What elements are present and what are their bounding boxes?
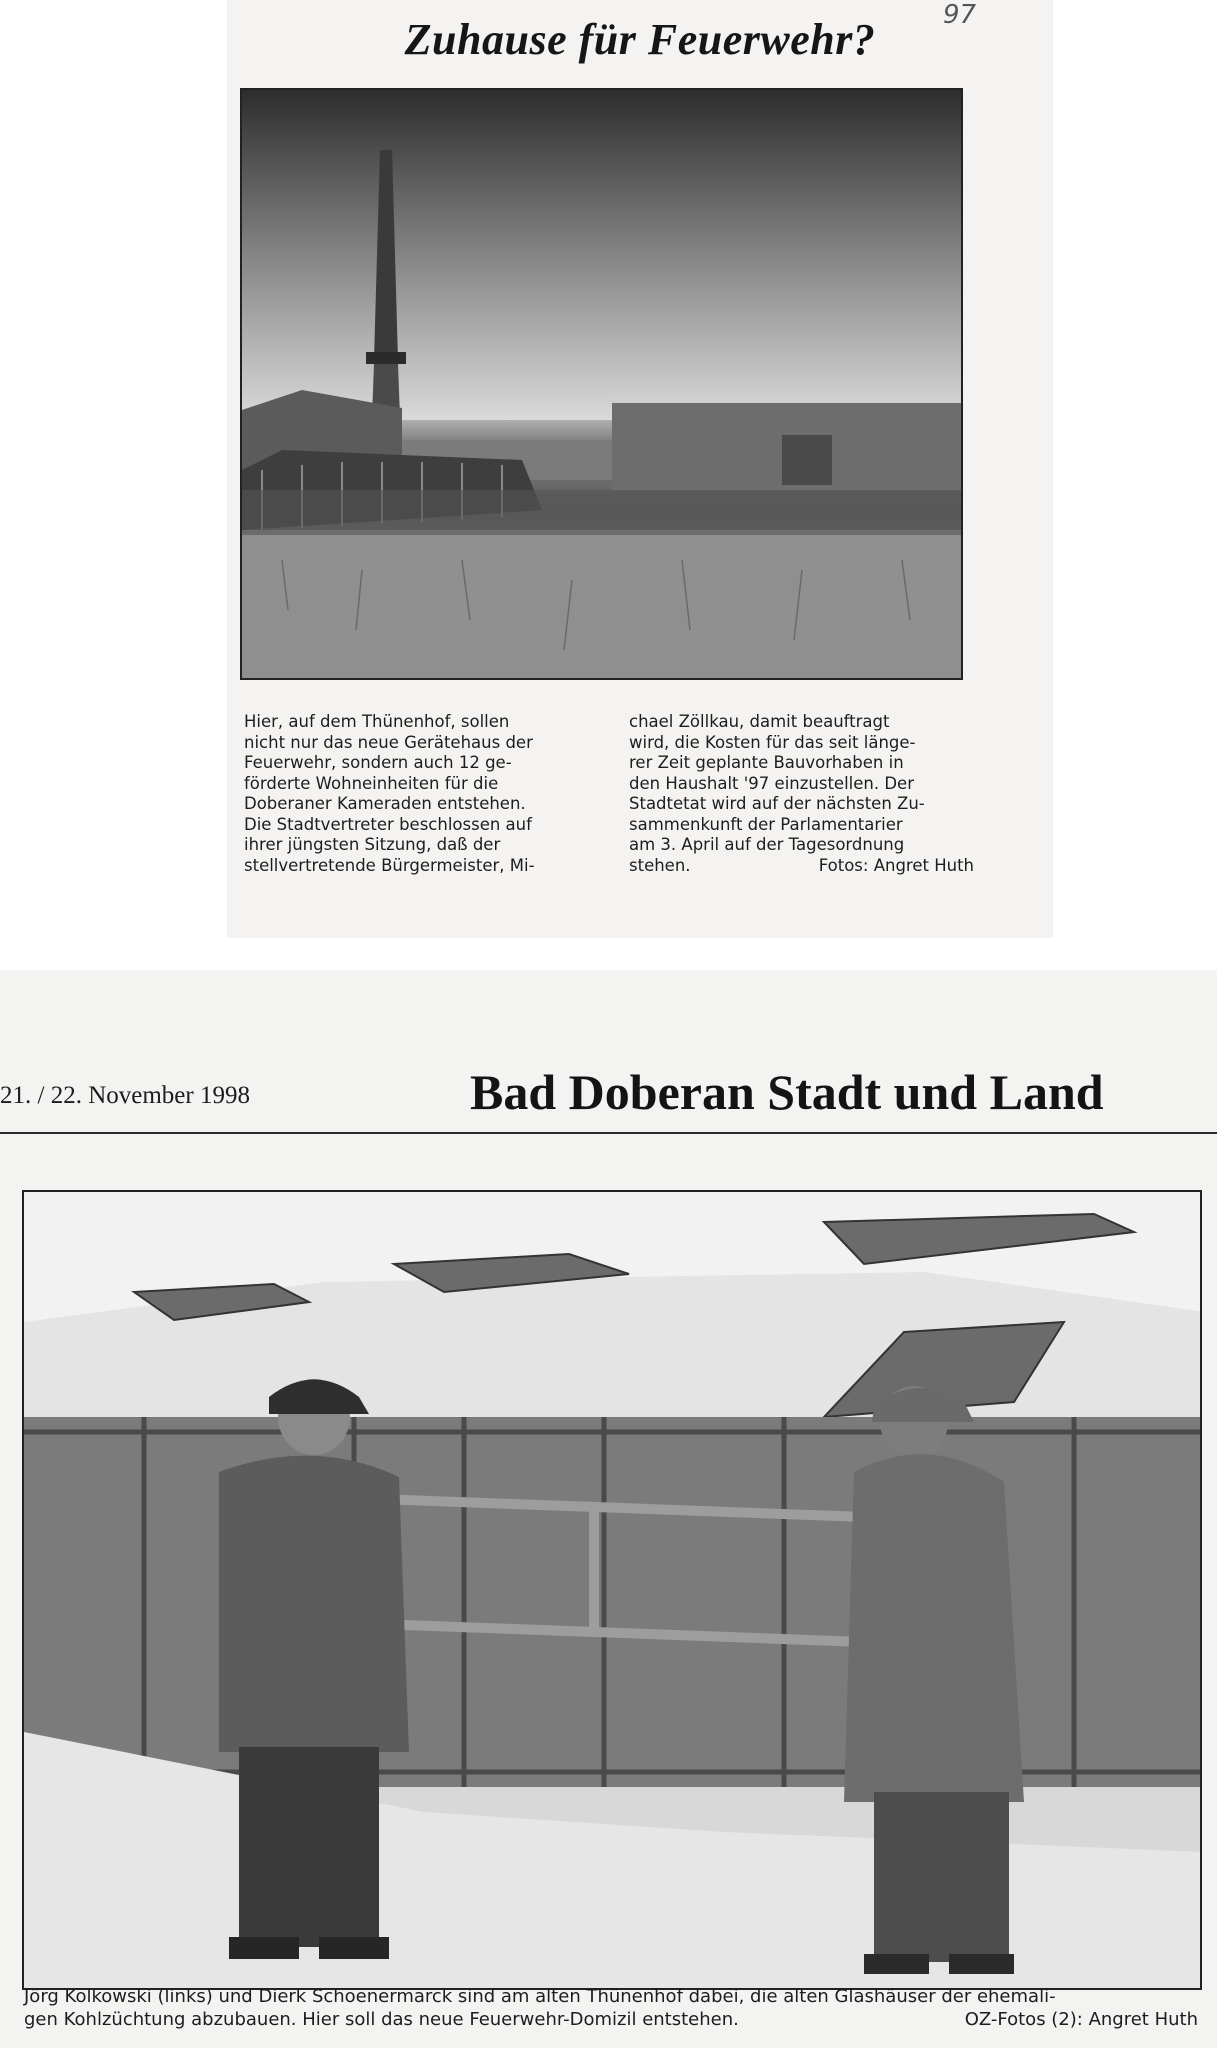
caption-line: Stadtetat wird auf der nächsten Zu- [629,794,925,813]
caption-line: Jörg Kolkowski (links) und Dierk Schoenermarck sind am alten Thünenhof dabei, die alten Glashäuser der ehemali- [24,1986,1056,2007]
caption-line: am 3. April auf der Tagesordnung [629,835,905,854]
caption-line: rer Zeit geplante Bauvorhaben in [629,753,904,772]
caption-line: sammenkunft der Parlamentarier [629,814,903,834]
caption-line-last [629,856,974,877]
caption-line: Doberaner Kameraden entstehen. [244,794,526,813]
newspaper-clipping-1 [227,0,1053,938]
caption-column-right [629,712,974,912]
caption-line: nicht nur das neue Gerätehaus der [244,732,533,752]
photo-caption [24,1985,1214,2031]
caption-line: ihrer jüngsten Sitzung, daß der [244,835,501,854]
caption-line: chael Zöllkau, damit beauftragt [629,712,890,731]
caption-end-text: stehen. [629,855,691,875]
caption-line: den Haushalt '97 einzustellen. Der [629,773,914,793]
photo-thuenenhof-chimney [240,88,963,680]
caption-column-left [244,712,589,912]
caption-line: Feuerwehr, sondern auch 12 ge- [244,753,512,772]
article-caption [244,712,974,912]
newspaper-clipping-2 [0,970,1217,2048]
photo-credit: Fotos: Angret Huth [818,855,974,875]
section-title: Bad Doberan Stadt und Land [470,1064,1104,1120]
caption-line: Die Stadtvertreter beschlossen auf [244,814,532,834]
caption-line: Hier, auf dem Thünenhof, sollen [244,712,510,731]
photo-thuenenhof-illustration [242,90,963,680]
caption-line: gen Kohlzüchtung abzubauen. Hier soll das neue Feuerwehr-Domizil entstehen. [24,2009,739,2030]
issue-date: 21. / 22. November 1998 [0,1082,250,1109]
caption-line: förderte Wohneinheiten für die [244,773,499,793]
photo-credit: OZ-Fotos (2): Angret Huth [964,2009,1198,2030]
caption-line: wird, die Kosten für das seit länge- [629,732,916,752]
section-divider [0,1132,1217,1134]
handwritten-note: 97 [943,0,977,30]
photo-greenhouse-workers [22,1190,1202,1990]
photo-greenhouse-illustration [24,1192,1202,1990]
caption-line: stellvertretende Bürgermeister, Mi- [244,855,535,875]
article-headline: Zuhause für Feuerwehr? [404,15,876,64]
